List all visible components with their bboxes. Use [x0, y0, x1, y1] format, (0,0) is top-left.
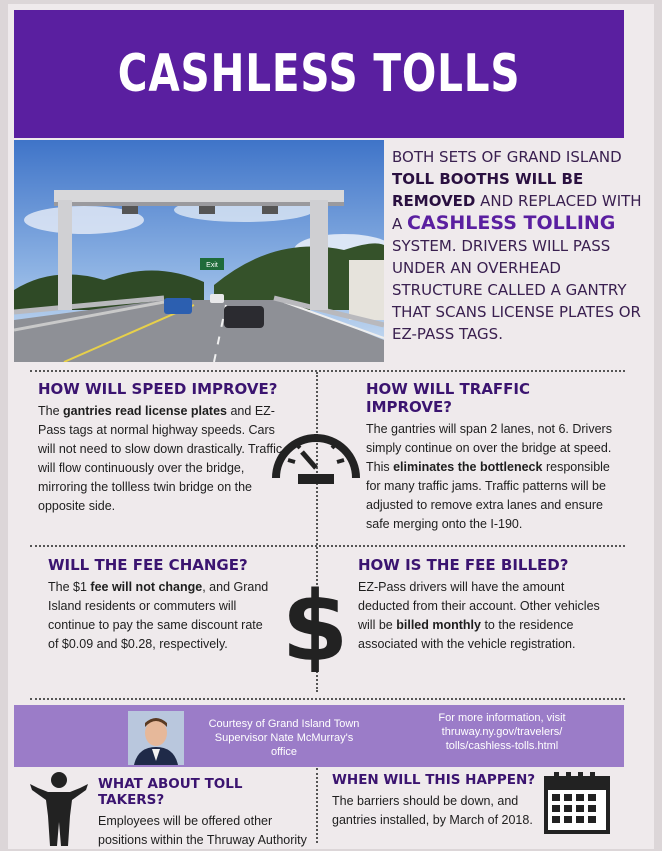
fee-billed-text-2: to the residence associated with the vehicle registration.	[358, 618, 576, 651]
divider	[316, 768, 318, 843]
svg-text:$: $	[281, 572, 349, 672]
speed-body	[38, 402, 288, 516]
traffic-section	[366, 380, 621, 534]
intro-text-3: SYSTEM. DRIVERS WILL PASS UNDER AN OVERHEAD STRUCTURE CALLED A GANTRY THAT SCANS LICENSE PLATES OR EZ-PASS TAGS.	[392, 237, 641, 343]
fee-change-emphasis: fee will not change	[90, 580, 203, 594]
toll-takers-section	[98, 776, 308, 850]
toll-takers-body: Employees will be offered other positions within the Thruway Authority	[98, 814, 307, 847]
intro-emphasis-removed: TOLL BOOTHS WILL BE REMOVED	[392, 170, 584, 210]
shrugging-person-icon	[28, 770, 90, 851]
dollar-sign-icon	[280, 572, 350, 677]
traffic-text: The gantries will span 2 lanes, not 6. Drivers simply continue on over the bridge at speed. This	[366, 422, 612, 474]
gantry-photo	[14, 140, 384, 362]
divider	[30, 370, 625, 372]
calendar-icon	[544, 770, 610, 839]
traffic-heading: HOW WILL TRAFFIC IMPROVE?	[366, 380, 531, 416]
courtesy-text: Courtesy of Grand Island Town Supervisor Nate McMurray's office	[208, 718, 360, 758]
traffic-text-2: responsible for many traffic jams. Traffic patterns will be adjusted to remove extra lanes and ensure safe merging onto the I-190.	[366, 460, 610, 531]
speed-text: The	[38, 404, 60, 418]
credits-band	[14, 705, 624, 767]
speedometer-icon	[268, 418, 364, 495]
fee-change-section	[48, 556, 273, 654]
intro-text-1: BOTH SETS OF GRAND ISLAND	[392, 148, 622, 166]
when-body: The barriers should be down, and gantries installed, by March of 2018.	[332, 794, 533, 827]
fee-billed-section	[358, 556, 618, 654]
speed-section	[38, 380, 288, 516]
when-section	[332, 772, 542, 830]
when-heading: WHEN WILL THIS HAPPEN?	[332, 772, 536, 788]
speed-emphasis: gantries read license plates	[63, 404, 227, 418]
fee-billed-text: EZ-Pass drivers will have the amount deducted from their account. Other vehicles will be	[358, 580, 600, 632]
toll-takers-heading: WHAT ABOUT TOLL TAKERS?	[98, 776, 243, 808]
fee-billed-body	[358, 578, 618, 654]
gantry-illustration	[14, 140, 384, 362]
fee-billed-heading: HOW IS THE FEE BILLED?	[358, 556, 569, 574]
traffic-body	[366, 420, 621, 534]
fee-change-heading: WILL THE FEE CHANGE?	[48, 556, 248, 574]
title-banner	[14, 10, 624, 138]
supervisor-portrait	[128, 711, 184, 765]
more-info-text: For more information, visit thruway.ny.gov/travelers/ tolls/cashless-tolls.html	[438, 712, 566, 752]
fee-change-text: The $1	[48, 580, 87, 594]
fee-billed-emphasis: billed monthly	[396, 618, 481, 632]
speed-heading: HOW WILL SPEED IMPROVE?	[38, 380, 278, 398]
road-sign-text: Exit	[206, 262, 218, 269]
speed-text-2: and EZ-Pass tags at normal highway speeds. Cars will not need to slow down drastically. Traffic will flow continuously over the bridge, mirroring the tollless twin bridge on the opposite side.	[38, 404, 283, 513]
page-title: CASHLESS TOLLS	[117, 44, 521, 104]
intro-paragraph	[392, 146, 642, 345]
fee-change-text-2: , and Grand Island residents or commuters will continue to pay the same discount rate of $0.09 and $0.28, respectively.	[48, 580, 269, 651]
traffic-emphasis: eliminates the bottleneck	[393, 460, 543, 474]
divider	[30, 698, 625, 700]
intro-emphasis-cashless: CASHLESS TOLLING	[407, 212, 616, 234]
intro-text-2: AND REPLACED WITH A	[392, 192, 642, 233]
fee-change-body	[48, 578, 273, 654]
divider	[30, 545, 625, 547]
